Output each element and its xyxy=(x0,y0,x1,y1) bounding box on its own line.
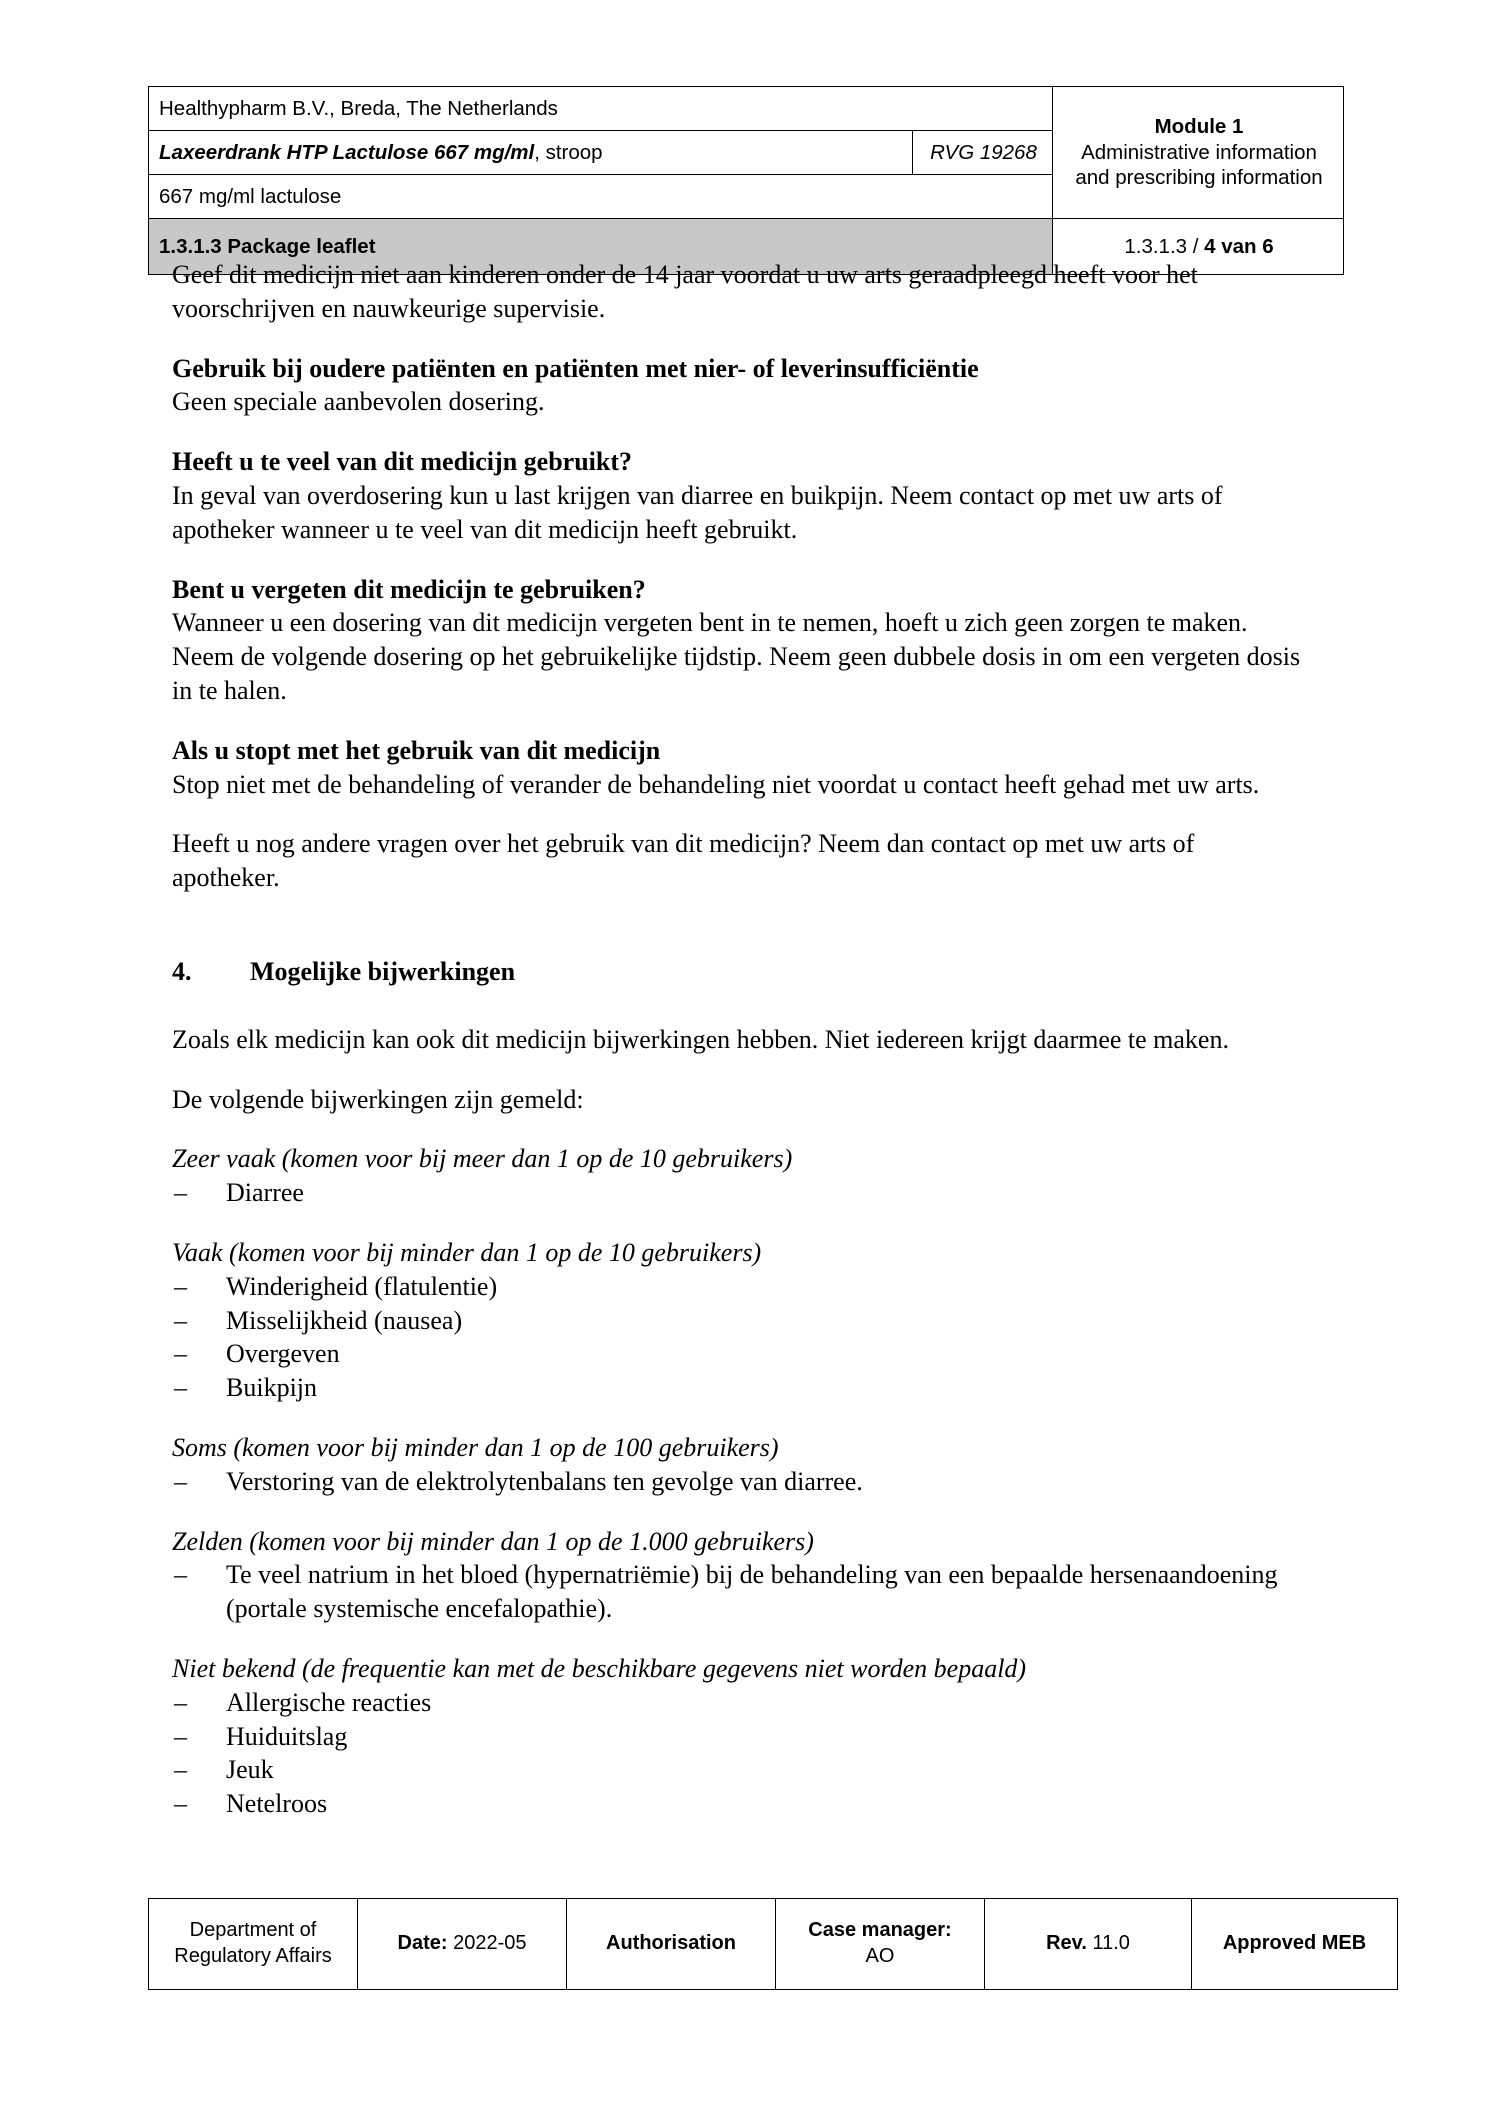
list-item xyxy=(172,1465,1307,1499)
heading-stopping: Als u stopt met het gebruik van dit medicijn xyxy=(172,735,661,765)
list-item-label: Misselijkheid (nausea) xyxy=(226,1305,463,1335)
list-item-label: Allergische reacties xyxy=(226,1687,432,1717)
list-item xyxy=(172,1304,1307,1338)
frequency-heading: Soms (komen voor bij minder dan 1 op de 100 gebruikers) xyxy=(172,1432,779,1462)
footer-revision xyxy=(985,1899,1192,1990)
list-item xyxy=(172,1686,1307,1720)
header-product xyxy=(149,131,913,175)
document-header-table xyxy=(148,86,1344,275)
header-page-prefix: 1.3.1.3 / xyxy=(1124,234,1205,258)
list-item xyxy=(172,1270,1307,1304)
dash-bullet-icon: – xyxy=(174,1789,187,1819)
paragraph-intro: Geef dit medicijn niet aan kinderen onder de 14 jaar voordat u uw arts geraadpleegd heeft voor het voorschrijven en nauwkeurige supervisie. xyxy=(172,260,1198,323)
footer-case-manager-label: Case manager: xyxy=(808,1919,952,1942)
dash-bullet-icon: – xyxy=(174,1305,187,1335)
list-item-label: Verstoring van de elektrolytenbalans ten gevolge van diarree. xyxy=(226,1466,863,1496)
paragraph-missed-dose: Wanneer u een dosering van dit medicijn vergeten bent in te nemen, hoeft u zich geen zorgen te maken. Neem de volgende dosering op het gebruikelijke tijdstip. Neem geen dubbele dosis in om een vergeten dosis in te halen. xyxy=(172,608,1301,705)
dash-bullet-icon: – xyxy=(174,1687,187,1717)
spacer xyxy=(172,989,1307,1023)
list-item-label: Diarree xyxy=(226,1178,304,1208)
paragraph-overdose: In geval van overdosering kun u last krijgen van diarree en buikpijn. Neem contact op met uw arts of apotheker wanneer u te veel van dit medicijn heeft gebruikt. xyxy=(172,480,1223,544)
dash-bullet-icon: – xyxy=(174,1755,187,1785)
list-item xyxy=(172,1558,1307,1626)
dash-bullet-icon: – xyxy=(174,1560,187,1590)
footer-date-label: Date: xyxy=(397,1932,448,1955)
header-module-title: Module 1 xyxy=(1154,115,1244,138)
spacer xyxy=(172,1626,1307,1652)
side-effect-list xyxy=(172,1686,1307,1821)
footer-case-manager xyxy=(776,1899,985,1990)
footer-case-manager-value: AO xyxy=(865,1945,895,1967)
side-effect-list xyxy=(172,1558,1307,1626)
list-item xyxy=(172,1337,1307,1371)
paragraph-questions: Heeft u nog andere vragen over het gebruik van dit medicijn? Neem dan contact op met uw arts of apotheker. xyxy=(172,829,1195,893)
list-item xyxy=(172,1787,1307,1821)
list-item xyxy=(172,1371,1307,1405)
list-item xyxy=(172,1753,1307,1787)
section-4-number: 4. xyxy=(172,956,192,986)
spacer xyxy=(172,1405,1307,1431)
dash-bullet-icon: – xyxy=(174,1339,187,1369)
footer-rev-value: 11.0 xyxy=(1092,1932,1130,1955)
document-body xyxy=(172,258,1307,1821)
footer-department-line2: Regulatory Affairs xyxy=(174,1945,332,1967)
footer-rev-label: Rev. xyxy=(1046,1932,1087,1955)
frequency-heading: Zelden (komen voor bij minder dan 1 op de 1.000 gebruikers) xyxy=(172,1526,814,1556)
header-rvg-number: RVG 19268 xyxy=(913,131,1053,175)
list-item-label: Te veel natrium in het bloed (hypernatriëmie) bij de behandeling van een bepaalde hersenaandoening (portale systemische encefalopathie). xyxy=(226,1560,1278,1624)
heading-elderly: Gebruik bij oudere patiënten en patiënten met nier- of leverinsufficiëntie xyxy=(172,353,979,383)
header-product-form: , stroop xyxy=(534,140,603,164)
dash-bullet-icon: – xyxy=(174,1373,187,1403)
dash-bullet-icon: – xyxy=(174,1721,187,1751)
side-effect-list xyxy=(172,1270,1307,1405)
footer-date-value: 2022-05 xyxy=(453,1932,527,1955)
document-footer-table xyxy=(148,1898,1398,1990)
list-item xyxy=(172,1720,1307,1754)
side-effect-list xyxy=(172,1465,1307,1499)
header-product-name: Laxeerdrank HTP Lactulose 667 mg/ml xyxy=(159,140,535,164)
header-strength: 667 mg/ml lactulose xyxy=(149,175,1053,219)
header-module-line1: Administrative information xyxy=(1081,141,1317,164)
footer-department-line1: Department of xyxy=(189,1919,317,1942)
heading-overdose: Heeft u te veel van dit medicijn gebruikt? xyxy=(172,447,632,477)
heading-missed-dose: Bent u vergeten dit medicijn te gebruiken? xyxy=(172,574,646,604)
paragraph-side-effects-intro: Zoals elk medicijn kan ook dit medicijn bijwerkingen hebben. Niet iedereen krijgt daarmee te maken. xyxy=(172,1024,1229,1054)
footer-row xyxy=(149,1899,1398,1990)
list-item-label: Winderigheid (flatulentie) xyxy=(226,1271,498,1301)
heading-section-4 xyxy=(172,955,1307,989)
paragraph-elderly: Geen speciale aanbevolen dosering. xyxy=(172,387,545,417)
footer-date xyxy=(358,1899,567,1990)
spacer xyxy=(172,1499,1307,1525)
section-4-title: Mogelijke bijwerkingen xyxy=(250,956,516,986)
list-item-label: Huiduitslag xyxy=(226,1721,348,1751)
dash-bullet-icon: – xyxy=(174,1271,187,1301)
paragraph-stopping: Stop niet met de behandeling of verander de behandeling niet voordat u contact heeft gehad met uw arts. xyxy=(172,769,1260,799)
spacer xyxy=(172,921,1307,955)
header-page-value: 4 van 6 xyxy=(1204,234,1274,258)
dash-bullet-icon: – xyxy=(174,1178,187,1208)
list-item xyxy=(172,1176,1307,1210)
frequency-heading: Zeer vaak (komen voor bij meer dan 1 op de 10 gebruikers) xyxy=(172,1144,793,1174)
list-item-label: Buikpijn xyxy=(226,1373,318,1403)
header-company: Healthypharm B.V., Breda, The Netherlands xyxy=(149,87,1053,131)
list-item-label: Jeuk xyxy=(226,1755,274,1785)
header-section-title: 1.3.1.3 Package leaflet xyxy=(149,219,1053,275)
side-effect-list xyxy=(172,1176,1307,1210)
header-row-company xyxy=(149,87,1344,131)
frequency-heading: Vaak (komen voor bij minder dan 1 op de 10 gebruikers) xyxy=(172,1237,762,1267)
footer-department xyxy=(149,1899,358,1990)
list-item-label: Netelroos xyxy=(226,1789,328,1819)
header-module-line2: and prescribing information xyxy=(1075,166,1323,189)
footer-authorisation: Authorisation xyxy=(567,1899,776,1990)
paragraph-side-effects-lead: De volgende bijwerkingen zijn gemeld: xyxy=(172,1084,584,1114)
frequency-heading: Niet bekend (de frequentie kan met de beschikbare gegevens niet worden bepaald) xyxy=(172,1653,1027,1683)
header-module-cell xyxy=(1053,87,1344,219)
spacer xyxy=(172,1210,1307,1236)
dash-bullet-icon: – xyxy=(174,1466,187,1496)
frequency-group-list xyxy=(172,1142,1307,1821)
footer-approved: Approved MEB xyxy=(1192,1899,1398,1990)
list-item-label: Overgeven xyxy=(226,1339,340,1369)
